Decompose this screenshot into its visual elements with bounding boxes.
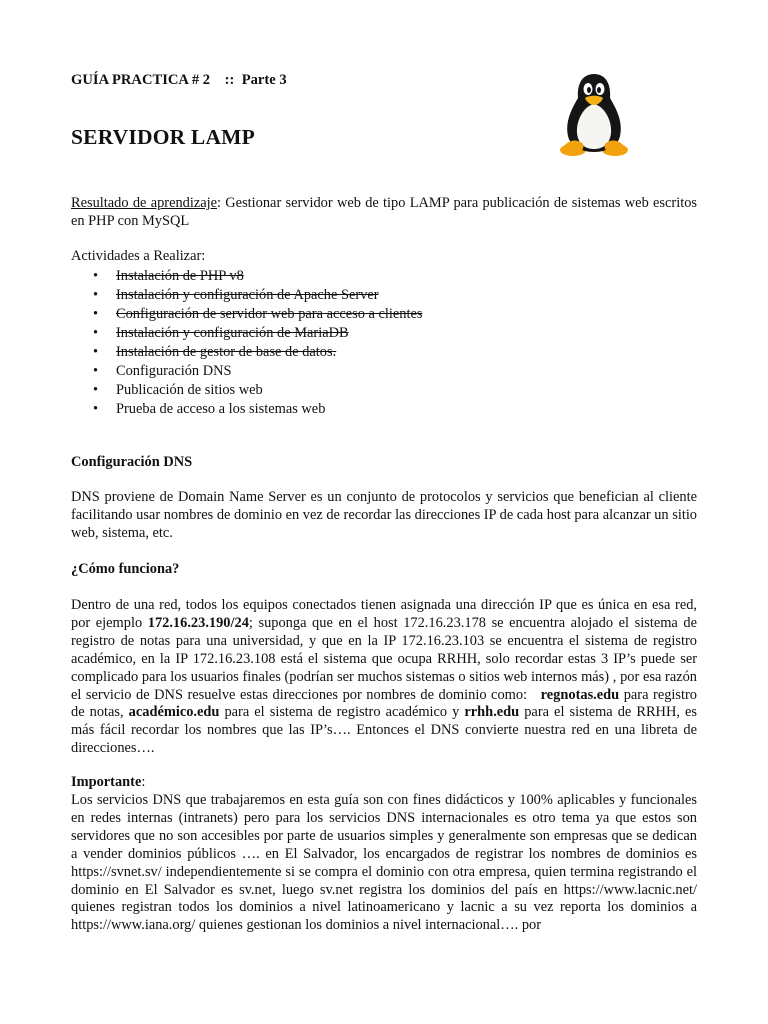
activity-label: Prueba de acceso a los sistemas web <box>116 401 326 417</box>
activity-item <box>71 324 697 343</box>
activity-label: Configuración DNS <box>116 363 232 379</box>
activity-item <box>71 400 697 419</box>
activity-item <box>71 381 697 400</box>
domain-academico: académico.edu <box>128 704 220 721</box>
domain-rrhh: rrhh.edu <box>464 704 520 721</box>
activity-item <box>71 362 697 381</box>
tux-penguin-icon <box>559 70 629 158</box>
activities-list-container <box>71 267 697 419</box>
activity-label: Instalación y configuración de Apache Server <box>116 287 379 303</box>
page-title: SERVIDOR LAMP <box>71 125 256 149</box>
example-ip: 172.16.23.190/24 <box>147 614 249 631</box>
activities-heading: Actividades a Realizar: <box>71 248 206 264</box>
bullet-icon: • <box>93 287 99 303</box>
important-colon: : <box>141 774 146 790</box>
activity-label: Instalación y configuración de MariaDB <box>116 325 349 341</box>
activity-label: Instalación de PHP v8 <box>116 268 244 284</box>
how-text-5: para el sistema de RRHH, es más fácil recordar los nombres que las IP’s…. Entonces el DNS convierte nuestra red en una libreta de direcciones…. <box>71 704 697 757</box>
guide-part: Parte 3 <box>241 72 287 88</box>
how-text-4: para el sistema de registro académico y <box>219 704 465 721</box>
header-separator: :: <box>224 72 235 88</box>
activity-item <box>71 305 697 324</box>
learning-outcome-text: : Gestionar servidor web de tipo LAMP para publicación de sistemas web escritos en PHP con MySQL <box>71 195 697 229</box>
important-label-line <box>71 774 697 792</box>
activity-trailing-dot: . <box>332 344 337 360</box>
activity-item <box>71 286 697 305</box>
activity-item <box>71 343 697 362</box>
how-text-2: ; suponga que en el host 172.16.23.178 se encuentra alojado el sistema de registro de notas para una universidad, y que en la IP 172.16.23.103 se encuentra el sistema de registro académico, en la IP 172.16.23.108 está el sistema que ocupa RRHH, solo recordar estas 3 IP’s puede ser complicado para los usuarios finales (podrían ser muchos sistemas o sitios web internos más) , por esa razón el servicio de DNS resuelve estas direcciones por nombres de dominio como: <box>71 614 697 703</box>
bullet-icon: • <box>93 325 99 341</box>
dns-intro-paragraph: DNS proviene de Domain Name Server es un conjunto de protocolos y servicios que benefician al cliente facilitando usar nombres de dominio en vez de recordar las direcciones IP de cada host para alcanzar un sitio web, sistema, etc. <box>71 489 698 541</box>
guide-header <box>71 72 287 89</box>
activity-label: Configuración de servidor web para acceso a clientes <box>116 306 423 322</box>
bullet-icon: • <box>93 306 99 322</box>
learning-outcome <box>71 195 697 231</box>
learning-outcome-label: Resultado de aprendizaje <box>71 195 218 211</box>
how-it-works-heading: ¿Cómo funciona? <box>71 561 180 577</box>
dns-section-heading: Configuración DNS <box>71 454 193 470</box>
important-paragraph: Los servicios DNS que trabajaremos en esta guía son con fines didácticos y 100% aplicables y funcionales en redes internas (intranets) pero para los servicios DNS internacionales es otro tema ya que estos son servidores que no son accesibles por parte de usuarios simples y generalmente son empresas que se dedican a vender dominios públicos …. en El Salvador, los encargados de registrar los nombres de dominios es https://svnet.sv/ independientemente si se compra el dominio con otra empresa, quien termina registrando el dominio en El Salvador es sv.net, luego sv.net registra los dominios del país en https://www.lacnic.net/ quienes registran todos los dominios a nivel latinoamericano y lacnic a su vez reporta los dominios a https://www.iana.org/ quienes gestionan los dominios a nivel internacional…. por <box>71 792 697 934</box>
bullet-icon: • <box>93 401 99 417</box>
bullet-icon: • <box>93 268 99 284</box>
important-label: Importante <box>71 774 142 790</box>
activities-list <box>71 267 697 419</box>
activity-label: Instalación de gestor de base de datos <box>116 344 333 360</box>
bullet-icon: • <box>93 344 99 360</box>
guide-number: GUÍA PRACTICA # 2 <box>71 72 211 88</box>
bullet-icon: • <box>93 382 99 398</box>
activity-item <box>71 267 697 286</box>
document-page <box>71 0 697 1024</box>
how-text-1: Dentro de una red, todos los equipos conectados tienen asignada una dirección IP que es única en esa red, por ejemplo <box>71 597 697 631</box>
how-text-3: para registro de notas, <box>71 686 697 721</box>
bullet-icon: • <box>93 363 99 379</box>
domain-regnotas: regnotas.edu <box>540 686 620 703</box>
activity-label: Publicación de sitios web <box>116 382 263 398</box>
how-it-works-paragraph <box>71 597 697 758</box>
